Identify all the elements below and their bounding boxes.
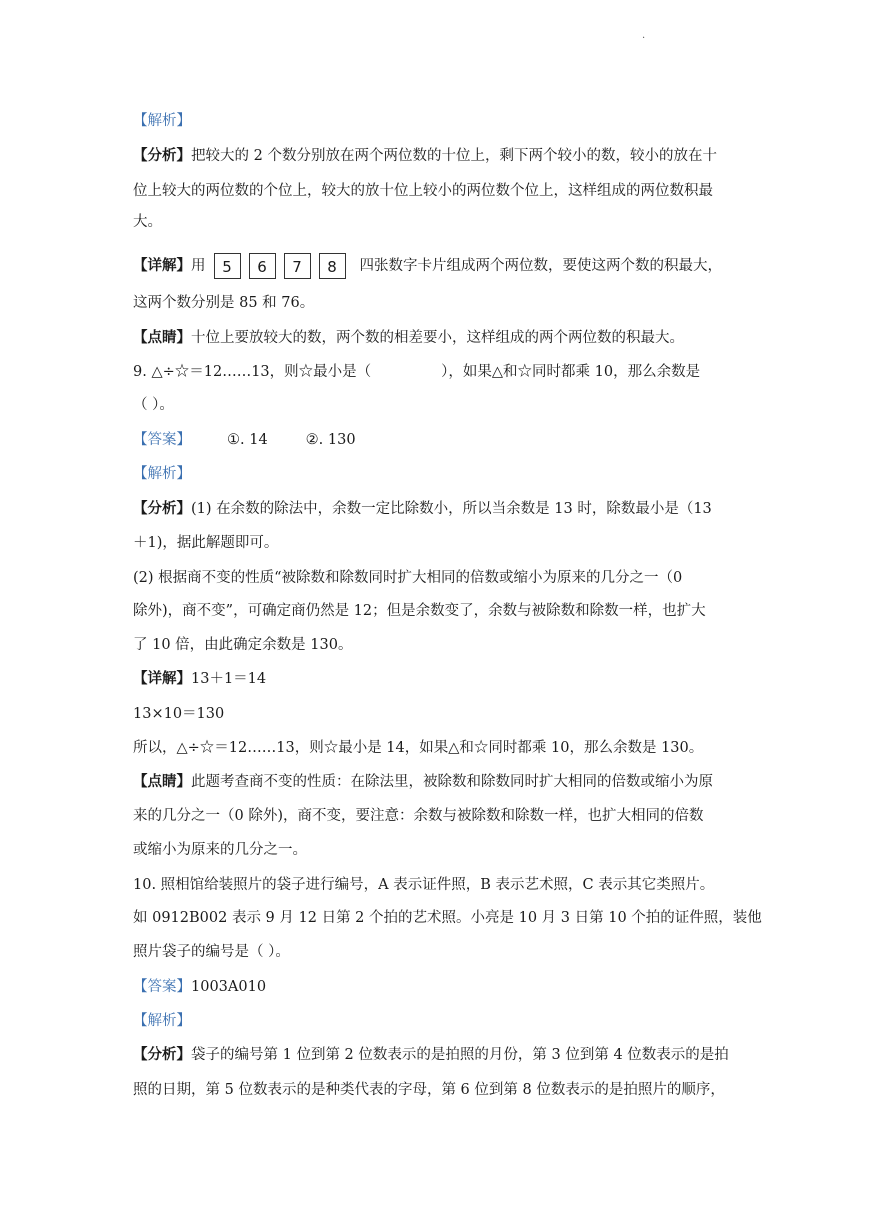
q9-answer-line xyxy=(133,430,356,450)
q9-fenxi-label: 【分析】 xyxy=(133,500,191,517)
page-marker: . xyxy=(642,30,646,41)
q10-stem-line2: 如 0912B002 表示 9 月 12 日第 2 个拍的艺术照。小亮是 10 月 3 日第 10 个拍的证件照，装他 xyxy=(133,910,762,926)
q8-fenxi-line3: 大。 xyxy=(133,214,162,230)
q10-fenxi-line2: 照的日期，第 5 位数表示的是种类代表的字母，第 6 位到第 8 位数表示的是拍照片的顺序， xyxy=(133,1082,725,1098)
q8-xiangjie-pre: 用 xyxy=(191,258,206,274)
q8-fenxi-text1: 把较大的 2 个数分别放在两个两位数的十位上，剩下两个较小的数，较小的放在十 xyxy=(191,148,717,164)
q10-fenxi-label: 【分析】 xyxy=(133,1046,191,1063)
q9-fenxi-line4: 除外)，商不变”，可确定商仍然是 12；但是余数变了，余数与被除数和除数一样，也扩大 xyxy=(133,603,706,619)
q9-stem-part-b: ），如果△和☆同时都乘 10，那么余数是 xyxy=(441,364,701,380)
q8-dianjing-line xyxy=(133,328,684,348)
q9-dianjing-text1: 此题考查商不变的性质：在除法里，被除数和除数同时扩大相同的倍数或缩小为原 xyxy=(191,774,713,790)
q10-stem-line1: 10. 照相馆给装照片的袋子进行编号，A 表示证件照，B 表示艺术照，C 表示其它类照片。 xyxy=(133,877,715,893)
q9-dianjing-line3: 或缩小为原来的几分之一。 xyxy=(133,842,307,858)
q9-xiangjie-line2: 13×10＝130 xyxy=(133,706,225,722)
number-cards xyxy=(214,253,354,279)
q9-fenxi-line2: ＋1)，据此解题即可。 xyxy=(133,535,279,551)
q10-answer-label: 【答案】 xyxy=(133,979,191,995)
number-card: 6 xyxy=(249,253,276,279)
q8-fenxi-line2: 位上较大的两位数的个位上，较大的放十位上较小的两位数个位上，这样组成的两位数积最 xyxy=(133,183,713,199)
q9-dianjing-label: 【点睛】 xyxy=(133,773,191,790)
q9-fenxi-text1: (1) 在余数的除法中，余数一定比除数小，所以当余数是 13 时，除数最小是（13 xyxy=(191,501,712,517)
q9-xiangjie-label: 【详解】 xyxy=(133,670,191,687)
q8-jiexi-label: 【解析】 xyxy=(133,113,191,129)
q8-dianjing-label: 【点睛】 xyxy=(133,329,191,346)
q9-xiangjie-text1: 13＋1＝14 xyxy=(191,671,267,687)
q10-stem-line3: 照片袋子的编号是（ ）。 xyxy=(133,944,290,960)
q10-fenxi-text1: 袋子的编号第 1 位到第 2 位数表示的是拍照的月份，第 3 位到第 4 位数表示的是拍 xyxy=(191,1047,729,1063)
number-card: 7 xyxy=(284,253,311,279)
q9-dianjing-line1 xyxy=(133,772,713,792)
q8-xiangjie-label: 【详解】 xyxy=(133,257,191,274)
q10-fenxi-line1 xyxy=(133,1045,729,1065)
q9-answer-1: ①. 14 xyxy=(227,432,268,448)
number-card: 5 xyxy=(214,253,241,279)
q9-fenxi-line5: 了 10 倍，由此确定余数是 130。 xyxy=(133,637,353,653)
q10-answer: 1003A010 xyxy=(191,979,267,995)
q8-dianjing-text: 十位上要放较大的数，两个数的相差要小，这样组成的两个两位数的积最大。 xyxy=(191,330,684,346)
q8-xiangjie-line2: 这两个数分别是 85 和 76。 xyxy=(133,295,315,311)
q10-answer-line xyxy=(133,977,266,997)
q8-fenxi-label: 【分析】 xyxy=(133,147,191,164)
number-card: 8 xyxy=(319,253,346,279)
q9-stem-part-a: 9. △÷☆＝12……13，则☆最小是（ xyxy=(133,364,372,380)
q9-fenxi-line1 xyxy=(133,499,712,519)
q8-fenxi-line1 xyxy=(133,146,717,166)
q8-xiangjie-line1 xyxy=(133,253,722,279)
q8-xiangjie-post: 四张数字卡片组成两个两位数，要使这两个数的积最大， xyxy=(359,258,722,274)
q9-jiexi-label: 【解析】 xyxy=(133,466,191,482)
q9-dianjing-line2: 来的几分之一（0 除外)，商不变，要注意：余数与被除数和除数一样，也扩大相同的倍数 xyxy=(133,808,704,824)
q9-xiangjie-line3: 所以，△÷☆＝12……13，则☆最小是 14，如果△和☆同时都乘 10，那么余数是 130。 xyxy=(133,740,704,756)
q9-stem-line1 xyxy=(133,362,700,382)
q9-fenxi-line3: (2) 根据商不变的性质“被除数和除数同时扩大相同的倍数或缩小为原来的几分之一（0 xyxy=(133,570,683,586)
q9-answer-2: ②. 130 xyxy=(305,432,356,448)
q9-xiangjie-line1 xyxy=(133,669,266,689)
q9-answer-label: 【答案】 xyxy=(133,432,191,448)
q9-stem-line2: （ ）。 xyxy=(133,397,174,413)
q10-jiexi-label: 【解析】 xyxy=(133,1013,191,1029)
